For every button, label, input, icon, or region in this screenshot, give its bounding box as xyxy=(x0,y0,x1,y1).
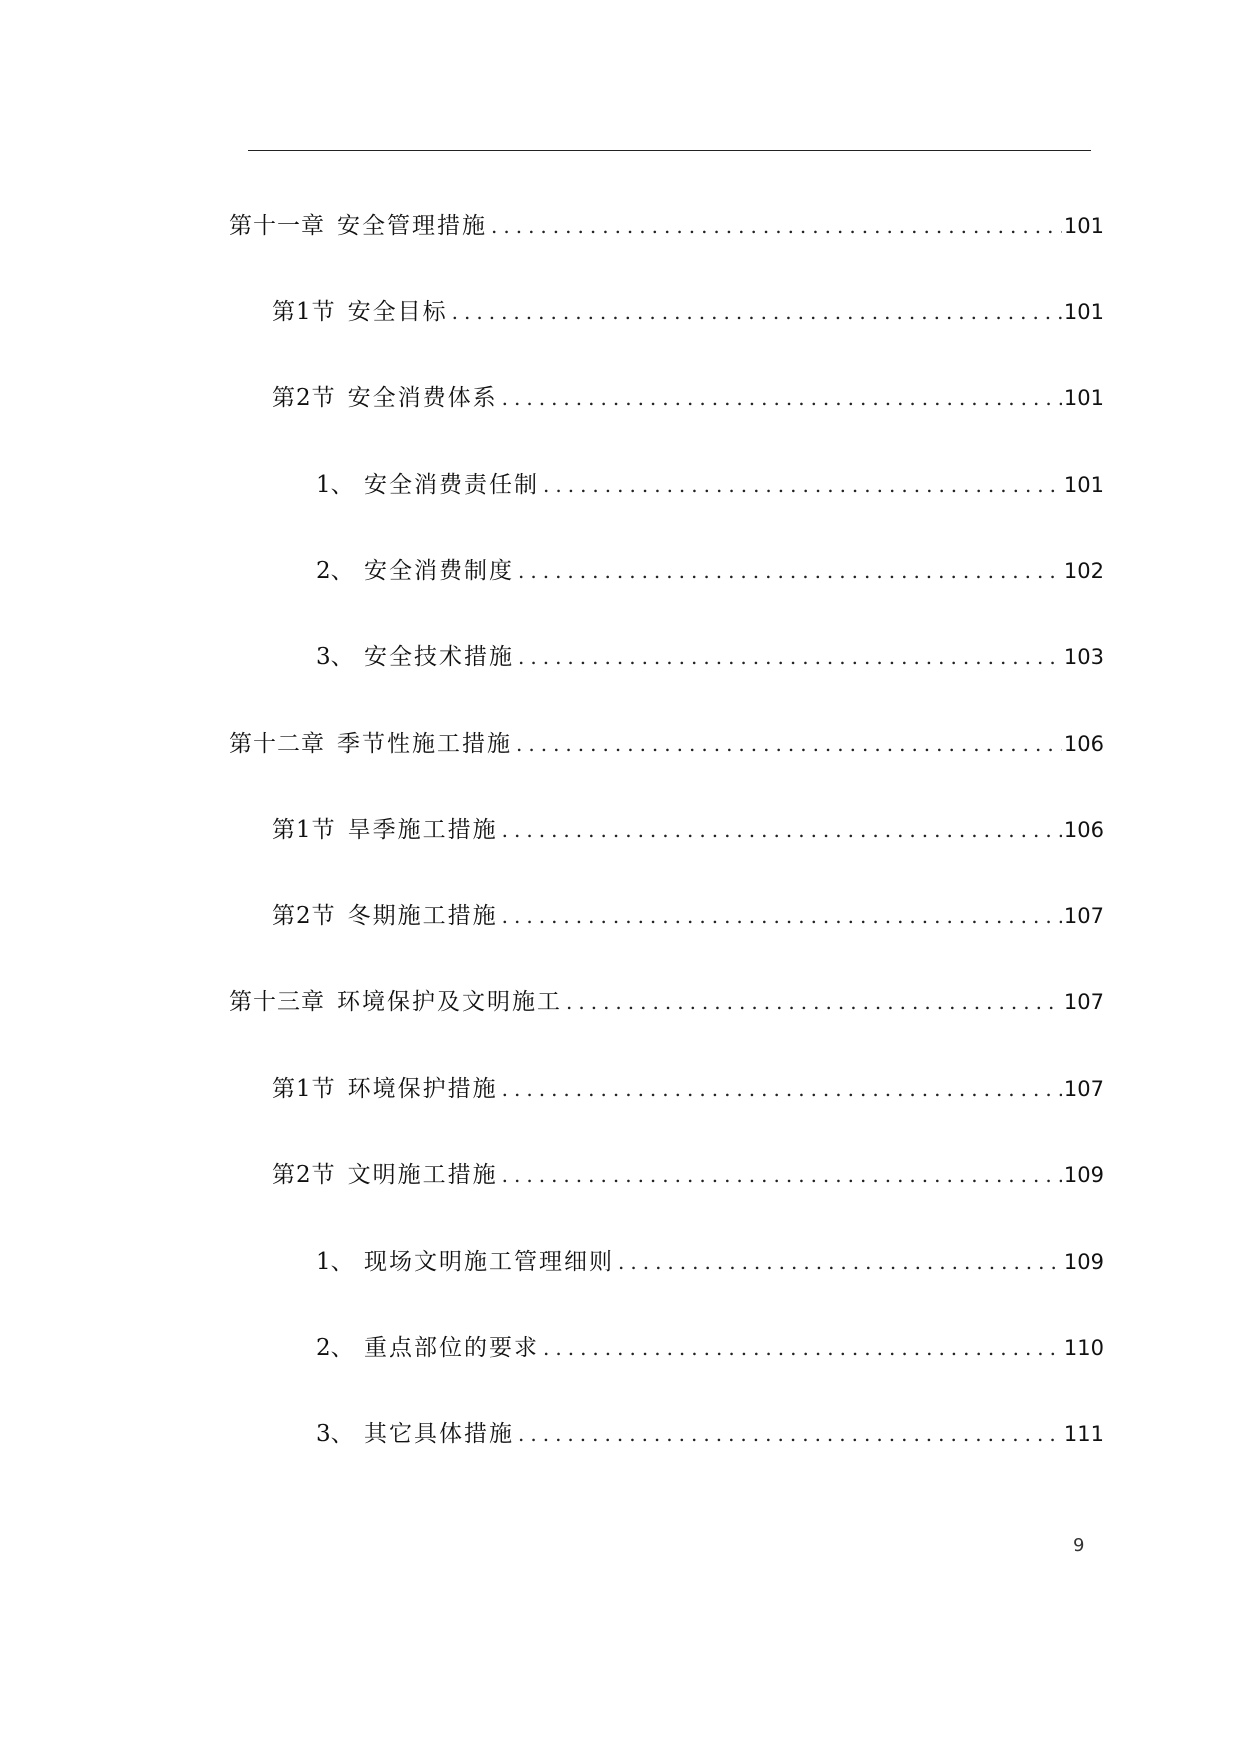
toc-dot-leader xyxy=(452,292,1062,332)
toc-entry-title: 季节性施工措施 xyxy=(337,731,512,757)
toc-entry-title: 冬期施工措施 xyxy=(347,903,498,929)
toc-entry-page: 109 xyxy=(1063,1250,1104,1274)
toc-entry-title: 安全消费体系 xyxy=(347,385,498,411)
toc-entry-page: 107 xyxy=(1063,990,1104,1014)
toc-entry[interactable] xyxy=(316,1242,1104,1282)
toc-dot-leader xyxy=(516,724,1062,764)
toc-dot-leader xyxy=(502,1155,1062,1195)
toc-entry[interactable] xyxy=(272,378,1104,418)
toc-entry-title: 重点部位的要求 xyxy=(364,1335,539,1361)
toc-entry-title: 安全目标 xyxy=(347,299,448,325)
toc-entry[interactable] xyxy=(316,1328,1104,1368)
toc-dot-leader xyxy=(543,1328,1062,1368)
toc-entry-number: 1、 xyxy=(316,472,354,498)
toc-entry[interactable] xyxy=(272,292,1104,332)
toc-entry[interactable] xyxy=(272,896,1104,936)
toc-dot-leader xyxy=(618,1242,1062,1282)
toc-entry-page: 101 xyxy=(1063,214,1104,238)
toc-entry[interactable] xyxy=(229,982,1104,1022)
toc-entry-page: 101 xyxy=(1063,473,1104,497)
toc-entry-page: 107 xyxy=(1063,904,1104,928)
toc-entry-title: 环境保护及文明施工 xyxy=(337,989,562,1015)
toc-entry-title: 安全消费责任制 xyxy=(364,472,539,498)
toc-dot-leader xyxy=(502,896,1062,936)
toc-entry[interactable] xyxy=(229,724,1104,764)
toc-entry-number: 第2节 xyxy=(272,385,336,411)
toc-entry-number: 第十二章 xyxy=(229,731,325,757)
toc-entry[interactable] xyxy=(272,1069,1104,1109)
toc-entry-page: 111 xyxy=(1063,1422,1104,1446)
toc-entry-number: 第十三章 xyxy=(229,989,325,1015)
toc-entry-number: 第2节 xyxy=(272,903,336,929)
toc-entry-title: 安全消费制度 xyxy=(364,558,514,584)
toc-entry[interactable] xyxy=(229,206,1104,246)
toc-entry-page: 101 xyxy=(1063,300,1104,324)
toc-entry-title: 安全技术措施 xyxy=(364,644,514,670)
toc-entry-page: 106 xyxy=(1063,732,1104,756)
toc-entry[interactable] xyxy=(272,810,1104,850)
toc-entry[interactable] xyxy=(316,551,1104,591)
toc-entry-page: 102 xyxy=(1063,559,1104,583)
toc-entry-number: 3、 xyxy=(316,1421,354,1447)
toc-entry-number: 1、 xyxy=(316,1249,354,1275)
toc-dot-leader xyxy=(502,378,1062,418)
toc-entry-page: 103 xyxy=(1063,645,1104,669)
toc-dot-leader xyxy=(518,1414,1062,1454)
toc-entry-page: 107 xyxy=(1063,1077,1104,1101)
page-number: 9 xyxy=(1073,1535,1085,1556)
toc-entry-title: 安全管理措施 xyxy=(337,213,487,239)
toc-entry-title: 现场文明施工管理细则 xyxy=(364,1249,614,1275)
toc-entry-number: 第2节 xyxy=(272,1162,336,1188)
toc-dot-leader xyxy=(491,206,1062,246)
toc-entry-number: 第1节 xyxy=(272,817,336,843)
toc-entry-title: 文明施工措施 xyxy=(347,1162,498,1188)
toc-entry[interactable] xyxy=(272,1155,1104,1195)
toc-entry[interactable] xyxy=(316,1414,1104,1454)
toc-entry-number: 2、 xyxy=(316,558,354,584)
toc-dot-leader xyxy=(502,1069,1062,1109)
toc-entry-page: 110 xyxy=(1063,1336,1104,1360)
toc-dot-leader xyxy=(502,810,1062,850)
toc-entry-number: 3、 xyxy=(316,644,354,670)
toc-entry-title: 旱季施工措施 xyxy=(347,817,498,843)
toc-entry-number: 第十一章 xyxy=(229,213,325,239)
toc-entry-page: 101 xyxy=(1063,386,1104,410)
toc-dot-leader xyxy=(566,982,1062,1022)
toc-dot-leader xyxy=(518,637,1062,677)
toc-dot-leader xyxy=(543,465,1062,505)
toc-dot-leader xyxy=(518,551,1062,591)
toc-entry-number: 第1节 xyxy=(272,299,336,325)
toc-entry[interactable] xyxy=(316,465,1104,505)
toc-entry-title: 环境保护措施 xyxy=(347,1076,498,1102)
toc-entry-page: 106 xyxy=(1063,818,1104,842)
toc-entry-number: 第1节 xyxy=(272,1076,336,1102)
toc-entry-title: 其它具体措施 xyxy=(364,1421,514,1447)
toc-entry-page: 109 xyxy=(1063,1163,1104,1187)
toc-entry-number: 2、 xyxy=(316,1335,354,1361)
toc-entry[interactable] xyxy=(316,637,1104,677)
